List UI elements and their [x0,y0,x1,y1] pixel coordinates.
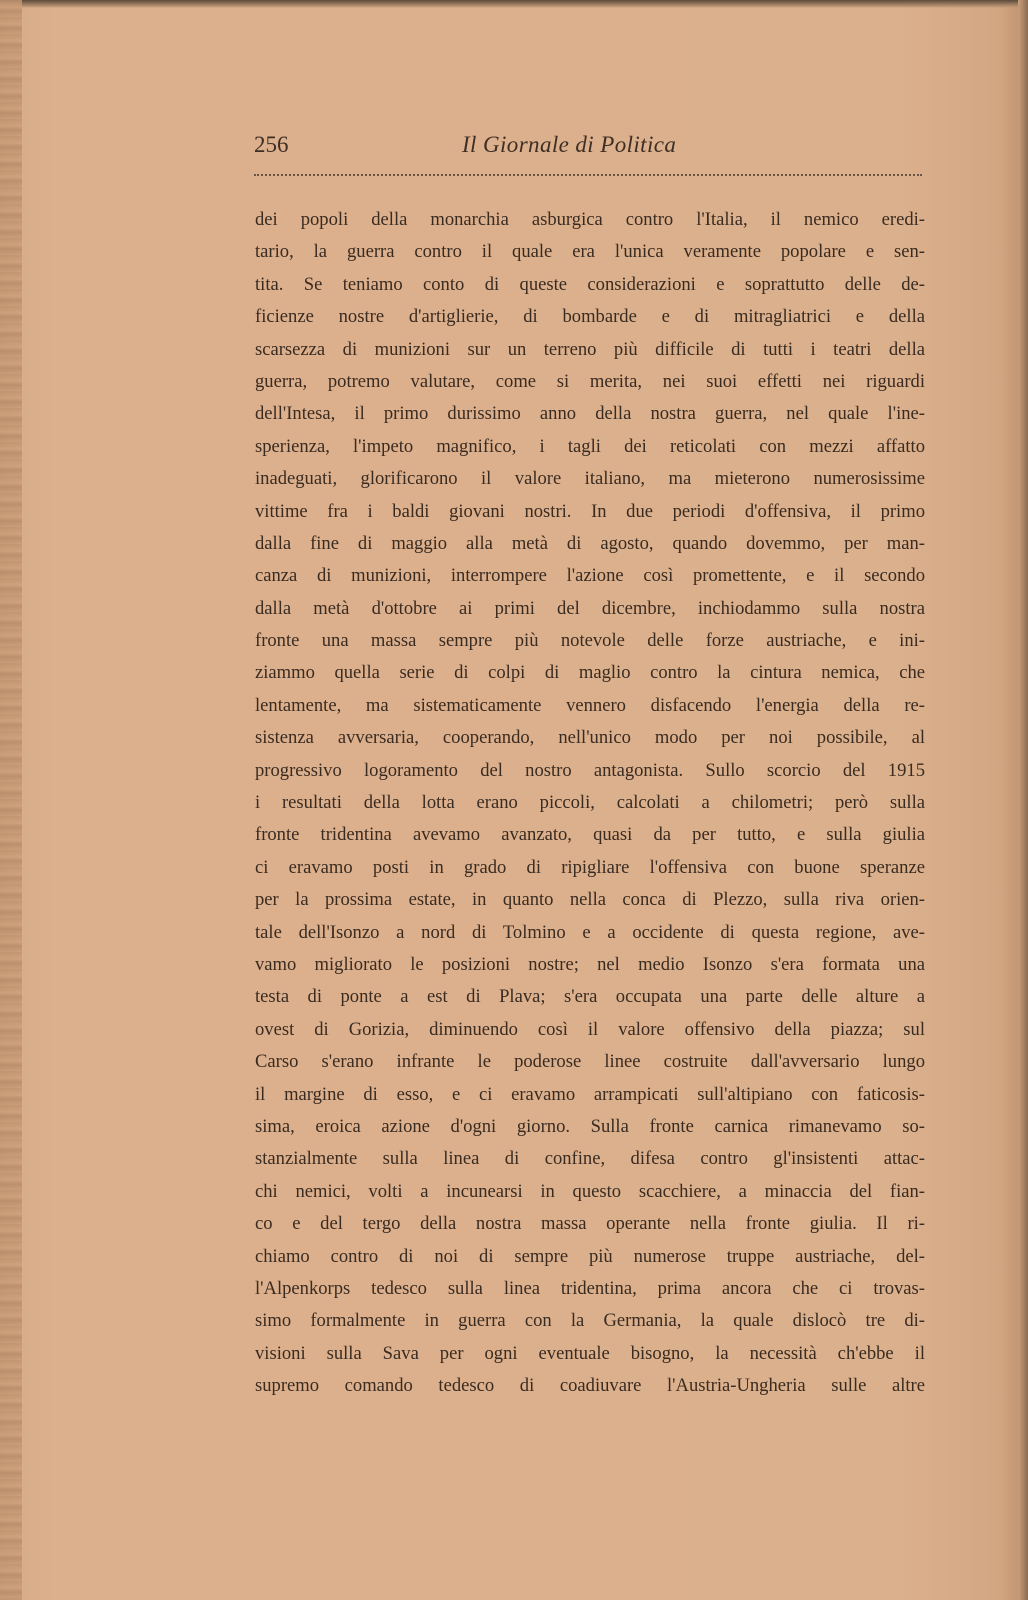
text-line: i resultati della lotta erano piccoli, calcolati a chilometri; però sulla [255,792,925,814]
body-text [255,204,925,1402]
page-header [254,132,922,172]
text-line: sima, eroica azione d'ogni giorno. Sulla fronte carnica rimanevamo so- [255,1115,925,1137]
text-line: per la prossima estate, in quanto nella conca di Plezzo, sulla riva orien- [255,889,925,911]
header-dotted-rule [254,174,922,176]
text-line: dalla metà d'ottobre ai primi del dicembre, inchiodammo sulla nostra [255,597,925,619]
text-line: tale dell'Isonzo a nord di Tolmino e a occidente di questa regione, ave- [255,921,925,943]
text-line: ziammo quella serie di colpi di maglio contro la cintura nemica, che [255,662,925,684]
text-line: canza di munizioni, interrompere l'azione così promettente, e il secondo [255,565,925,587]
text-line: ci eravamo posti in grado di ripigliare l'offensiva con buone speranze [255,856,925,878]
page-number: 256 [254,132,289,157]
text-line: ficienze nostre d'artiglierie, di bombarde e di mitragliatrici e della [255,306,925,328]
text-line: dalla fine di maggio alla metà di agosto, quando dovemmo, per man- [255,532,925,554]
text-line: sperienza, l'impeto magnifico, i tagli dei reticolati con mezzi affatto [255,435,925,457]
text-line: chi nemici, volti a incunearsi in questo scacchiere, a minaccia del fian- [255,1180,925,1202]
text-line: Carso s'erano infrante le poderose linee costruite dall'avversario lungo [255,1051,925,1073]
text-line: co e del tergo della nostra massa operante nella fronte giulia. Il ri- [255,1213,925,1235]
text-line: testa di ponte a est di Plava; s'era occupata una parte delle alture a [255,986,925,1008]
text-line: supremo comando tedesco di coadiuvare l'Austria-Ungheria sulle altre [255,1375,925,1397]
text-line: guerra, potremo valutare, come si merita, nei suoi effetti nei riguardi [255,370,925,392]
text-line: scarsezza di munizioni sur un terreno più difficile di tutti i teatri della [255,338,925,360]
text-line: progressivo logoramento del nostro antagonista. Sullo scorcio del 1915 [255,759,925,781]
page-right-edge [1018,0,1028,1600]
text-line: inadeguati, glorificarono il valore italiano, ma mieterono numerosissime [255,468,925,490]
page-left-edge [0,0,22,1600]
text-line: ovest di Gorizia, diminuendo così il valore offensivo della piazza; sul [255,1018,925,1040]
text-line: sistenza avversaria, cooperando, nell'unico modo per noi possibile, al [255,727,925,749]
text-line: tario, la guerra contro il quale era l'unica veramente popolare e sen- [255,241,925,263]
text-line: dei popoli della monarchia asburgica contro l'Italia, il nemico eredi- [255,209,925,230]
text-line: visioni sulla Sava per ogni eventuale bisogno, la necessità ch'ebbe il [255,1342,925,1364]
text-line: chiamo contro di noi di sempre più numerose truppe austriache, del- [255,1245,925,1267]
text-line: dell'Intesa, il primo durissimo anno della nostra guerra, nel quale l'ine- [255,403,925,425]
text-line: vamo migliorato le posizioni nostre; nel medio Isonzo s'era formata una [255,953,925,975]
text-line: stanzialmente sulla linea di confine, difesa contro gl'insistenti attac- [255,1148,925,1170]
text-line: simo formalmente in guerra con la Germania, la quale dislocò tre di- [255,1310,925,1332]
text-line: fronte una massa sempre più notevole delle forze austriache, e ini- [255,630,925,652]
text-line: il margine di esso, e ci eravamo arrampicati sull'altipiano con faticosis- [255,1083,925,1105]
text-line: lentamente, ma sistematicamente vennero disfacendo l'energia della re- [255,694,925,716]
text-line: fronte tridentina avevamo avanzato, quasi da per tutto, e sulla giulia [255,824,925,846]
text-line: tita. Se teniamo conto di queste considerazioni e soprattutto delle de- [255,273,925,295]
text-line: vittime fra i baldi giovani nostri. In due periodi d'offensiva, il primo [255,500,925,522]
page-top-shadow [0,0,1028,8]
running-title: Il Giornale di Politica [462,132,677,157]
text-line: l'Alpenkorps tedesco sulla linea tridentina, prima ancora che ci trovas- [255,1277,925,1299]
